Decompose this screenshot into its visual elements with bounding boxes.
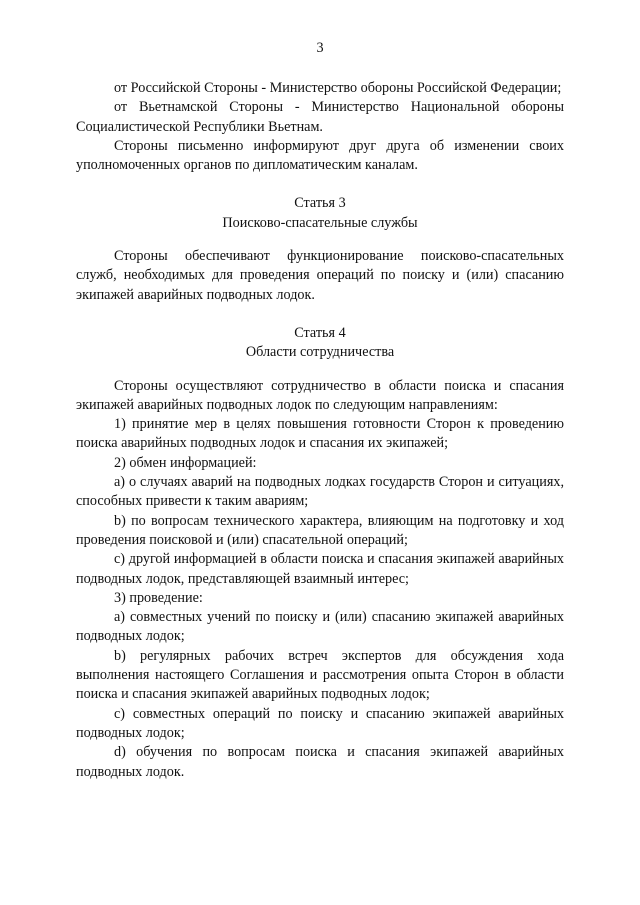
article-3-number: Статья 3 (294, 195, 346, 212)
article-4-item: 1) принятие мер в целях повышения готовности Сторон к проведению поиска аварийных подводных лодок и спасания их экипажей; (76, 416, 564, 452)
document-body (76, 79, 564, 782)
spacer (76, 305, 564, 324)
article-4-item: b) по вопросам технического характера, влияющим на подготовку и ход проведения поисковой и (или) спасательной операций; (76, 512, 564, 548)
article-4-item: d) обучения по вопросам поиска и спасания экипажей аварийных подводных лодок. (76, 744, 564, 780)
article-3-title: Поисково-спасательные службы (222, 214, 418, 231)
article-4-item: 2) обмен информацией: (114, 454, 257, 471)
article-4-number: Статья 4 (294, 324, 346, 341)
paragraph-russian-side: от Российской Стороны - Министерство обороны Российской Федерации; (114, 80, 562, 96)
article-4-item: b) регулярных рабочих встреч экспертов для обсуждения хода выполнения настоящего Соглашения и рассмотрения опыта Сторон в области поиска и спасания экипажей аварийных подводных лодок; (76, 647, 564, 703)
article-4-item: a) совместных учений по поиску и (или) спасанию экипажей аварийных подводных лодок; (76, 609, 564, 645)
article-4-item: 3) проведение: (114, 589, 203, 606)
article-3-text: Стороны обеспечивают функционирование поисково-спасательных служб, необходимых для проведения операций по поиску и (или) спасанию экипажей аварийных подводных лодок. (76, 248, 564, 303)
article-4-item: c) совместных операций по поиску и спасанию экипажей аварийных подводных лодок; (76, 705, 564, 741)
article-4-item: a) о случаях аварий на подводных лодках государств Сторон и ситуациях, способных привести к таким авариям; (76, 474, 564, 510)
article-4-intro: Стороны осуществляют сотрудничество в области поиска и спасания экипажей аварийных подводных лодок по следующим направлениям: (76, 377, 564, 413)
spacer (76, 233, 564, 247)
page-number: 3 (316, 40, 324, 56)
paragraph-notification: Стороны письменно информируют друг друга об изменении своих уполномоченных органов по дипломатическим каналам. (76, 137, 564, 174)
spacer (76, 175, 564, 194)
paragraph-vietnamese-side: от Вьетнамской Стороны - Министерство Национальной обороны Социалистической Республики Вьетнам. (76, 99, 564, 135)
article-4-title: Области сотрудничества (245, 344, 395, 361)
spacer (76, 363, 564, 377)
article-4-item: c) другой информацией в области поиска и спасания экипажей аварийных подводных лодок, представляющей взаимный интерес; (76, 551, 564, 587)
